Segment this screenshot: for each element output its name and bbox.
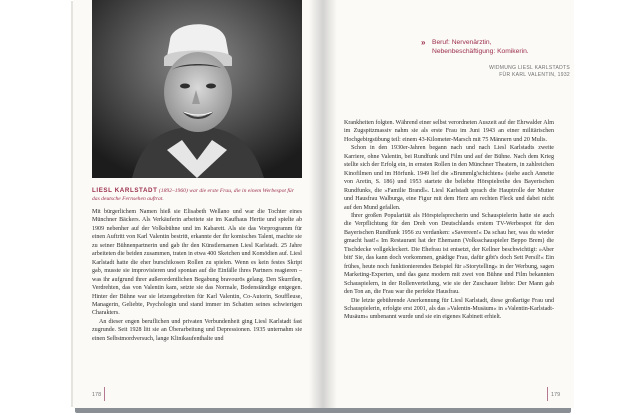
dedication-line-1: WIDMUNG LIESL KARLSTADTS bbox=[489, 65, 570, 71]
quote-line-2: Nebenbeschäftigung: Komikerin. bbox=[432, 48, 529, 56]
left-paragraph: An dieser engen beruflichen und privaten Verbundenheit ging Liesl Karlstadt fast zugrunde. Seit 1928 litt sie an Überarbeitung und Depressionen. 1935 unternahm sie einen Selbstmordversuch, lange Klinikaufenthalte und bbox=[92, 318, 302, 342]
page-number-right: 179 bbox=[551, 392, 561, 398]
dedication-line-2: FÜR KARL VALENTIN, 1932 bbox=[499, 72, 570, 78]
right-paragraph: Die letzte gebührende Anerkennung für Liesl Karlstadt, diese großartige Frau und Schauspielerin, erfolgte erst 2001, als das »Valentin-Musäum« in »Valentin-Karlstadt-Musäum« umbenannt wurde und sie ein eigenes Kabinett erhielt. bbox=[344, 297, 554, 321]
left-paragraph: Mit bürgerlichem Namen hieß sie Elisabeth Wellano und war die Tochter eines Münchner Bäckers. Als Verkäuferin arbeitete sie im Kaufhaus Hertie und spielte ab 1909 nebenher auf der Volksbühne und im Kabarett. Als sie das Vorprogramm für einen Auftritt von Karl Valentin bestritt, erkannte der ihr komisches Talent, machte sie zu seiner Bühnenpartnerin und gab ihr den Künstlernamen Liesl Karlstadt. 25 Jahre arbeiteten die beiden zusammen, traten in etwa 400 Sketchen und Komödien auf. Liesl Karlstadt hatte die eher burschikosen Rollen zu spielen. Wenn es kein festes Skript gab, musste sie improvisieren und spontan auf die Einfälle ihres Partners reagieren – was ihr aufgrund ihrer außerordentlichen Begabung bravourös gelang. Den Skurrilen, Verdrehten, das von Valentin kam, setzte sie das Normale, Bodenständige entgegen. Hinter der Bühne war sie letzengebreiten für Karl Valentin, Co-Autorin, Souffleuse, Managerin, Geliebte, Psychologin und stand immer im Schatten seines schwierigen Charakters. bbox=[92, 209, 302, 317]
book-gutter-shadow bbox=[309, 0, 337, 408]
caption-text: war die erste Frau, die in einem Werbespot für das deutsche Fernsehen auftrat. bbox=[92, 188, 294, 203]
quote-attribution bbox=[432, 65, 570, 79]
right-body-text bbox=[344, 119, 554, 322]
page-number-left: 178 bbox=[92, 392, 102, 398]
right-paragraph: Krankheiten folgten. Während einer selbst verordneten Auszeit auf der Ehrwalder Alm im Zugspitzmassiv nahm sie als erste Frau im Juni 1943 an einer militärischen Hochgebirgsübung teil: einem 43-Kilometer-Marsch mit 75 Männern und 20 Mulis. bbox=[344, 120, 554, 143]
left-body-text bbox=[92, 208, 302, 343]
folio-rule bbox=[547, 387, 548, 401]
photo-caption bbox=[92, 187, 302, 203]
right-paragraph: Schon in den 1930er-Jahren begann nach und nach Liesl Karlstadts zweite Karriere, ohne Valentin, bei Rundfunk und Film und auf der Bühne. Nach dem Krieg stellte sich der Erfolg ein, in ernsten Rollen in den Münchner Theatern, in zahlreichen Kinofilmen und im Hörfunk. 1949 lief die »Brummlg'schichten« (siehe auch Annette von Aretin, S. 186) und 1953 startete die beliebte Hörspielreihe des Bayerischen Rundfunks, die »Familie Brandl«. Liesl Karlstadt sprach die Hauptrolle der Mutter und Hausfrau Walburga, eine Figur mit dem Herz am rechten Fleck und dabei nicht auf den Mund gefallen. bbox=[344, 145, 554, 211]
pull-quote bbox=[432, 38, 562, 56]
quote-mark-icon: » bbox=[421, 38, 425, 47]
folio-rule bbox=[104, 387, 105, 401]
caption-years: (1892–1960) bbox=[158, 188, 188, 194]
portrait-photo bbox=[92, 0, 302, 178]
quote-line-1: Beruf: Nervenärztin, bbox=[432, 39, 492, 46]
right-paragraph: Ihrer großen Popularität als Hörspielsprecherin und Schauspielerin hatte sie auch die Verpflichtung für den Dreh von Deutschlands erstem TV-Werbespot für den Bayerischen Rundfunk 1956 zu verdanken: »Savereen!« Da schau her, was du wieder gmacht hast!« Im Restaurant hat der Ehemann (Volksschauspieler Beppo Brem) die Tischdecke vollgekleckert. Die Ehefrau ist entsetzt, der Kellner beschwichtigt: »Aber bitt' Sie, das kann doch vorkommen, gnädige Frau, dafür gibt's doch Sett Persil!« Ein frühes, heute noch funktionierendes Beispiel für »Storytelling« in der Werbung, sagen Marketing-Experten, und das ganz modern mit zwei von Bühne und Film bekannten Schauspielern, in der Rollenverteilung, wie sie der Zuschauer liebte: Der Mann gab den Ton an, die Frau war die perfekte Hausfrau. bbox=[344, 212, 554, 296]
caption-name: LIESL KARLSTADT bbox=[92, 187, 158, 194]
